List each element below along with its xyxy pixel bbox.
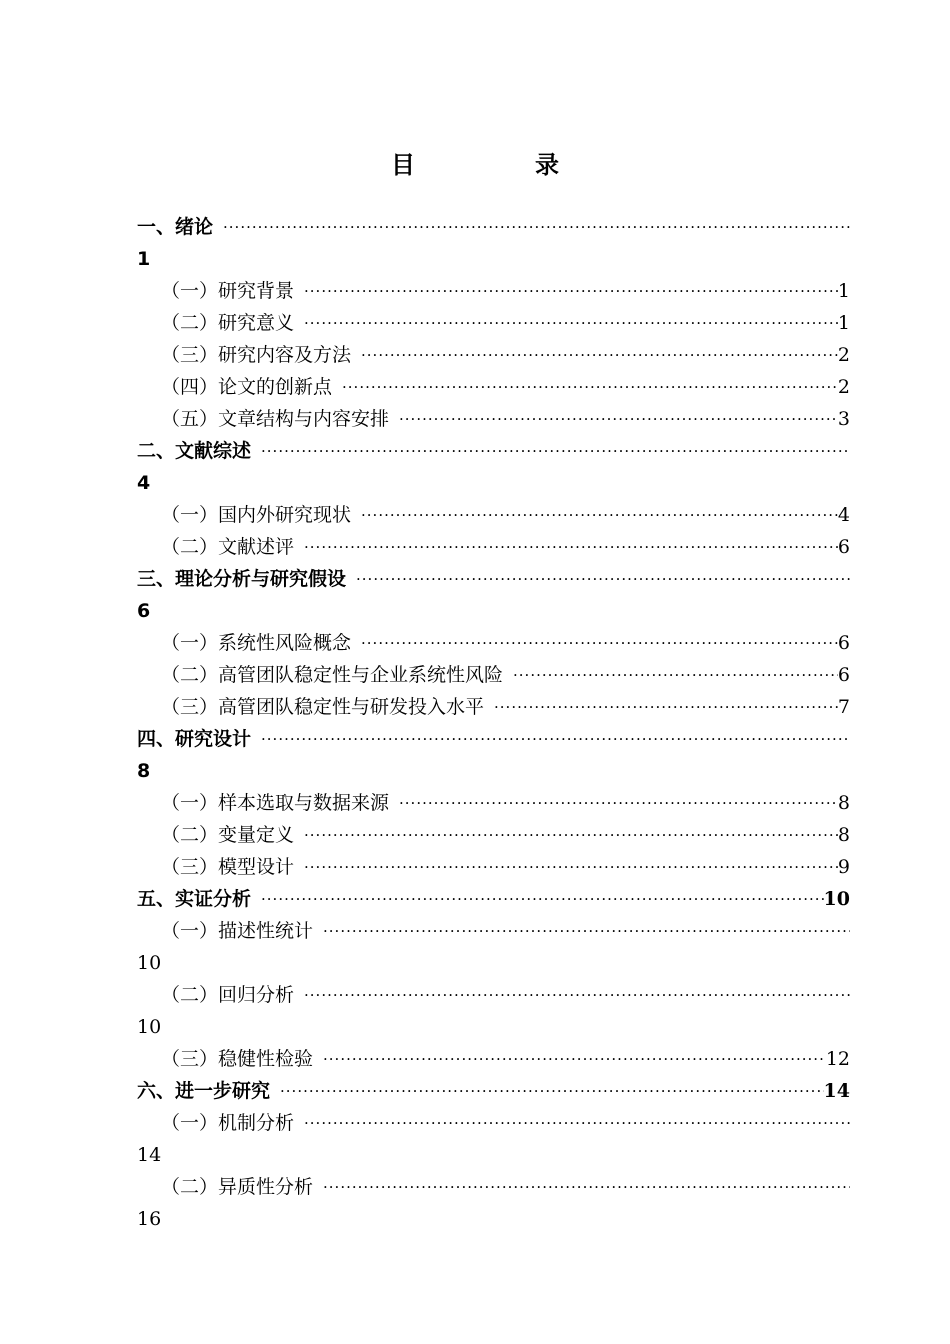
toc-leader-dots: [356, 563, 850, 595]
toc-subsection-entry[interactable]: [137, 499, 850, 531]
toc-entry-label: （三）模型设计: [161, 856, 295, 878]
toc-section-entry[interactable]: [137, 723, 850, 755]
toc-subsection-entry[interactable]: [137, 787, 850, 819]
toc-leader-dots: [323, 915, 850, 947]
toc-entry-label: （三）稳健性检验: [161, 1048, 314, 1070]
toc-entry-label: （二）研究意义: [161, 312, 295, 334]
toc-subsection-entry[interactable]: [137, 275, 850, 307]
toc-entry-label: （二）文献述评: [161, 536, 295, 558]
toc-section-entry[interactable]: [137, 563, 850, 595]
toc-page-number: 12: [825, 1048, 850, 1070]
toc-entry-label: （一）样本选取与数据来源: [161, 792, 390, 814]
toc-entry-label: 四、研究设计: [137, 728, 252, 750]
toc-entry-label: （五）文章结构与内容安排: [161, 408, 390, 430]
toc-subsection-entry[interactable]: [137, 979, 850, 1011]
toc-page-number: 7: [837, 696, 850, 718]
toc-leader-dots: [323, 1043, 826, 1075]
toc-entry-label: 二、文献综述: [137, 440, 252, 462]
toc-leader-dots: [223, 211, 850, 243]
toc-entry-label: 三、理论分析与研究假设: [137, 568, 347, 590]
toc-page-number-line: [137, 1011, 850, 1043]
toc-leader-dots: [361, 499, 838, 531]
page-title: 目 录: [391, 151, 607, 179]
toc-entry-label: 一、绪论: [137, 216, 214, 238]
toc-leader-dots: [304, 1107, 850, 1139]
toc-entry-label: （三）研究内容及方法: [161, 344, 352, 366]
toc-subsection-entry[interactable]: [137, 627, 850, 659]
toc-leader-dots: [304, 851, 838, 883]
toc-section-entry[interactable]: [137, 883, 850, 915]
toc-leader-dots: [304, 531, 838, 563]
toc-page-number: 1: [837, 312, 850, 334]
toc-entry-label: （二）高管团队稳定性与企业系统性风险: [161, 664, 504, 686]
toc-page-number-line: [137, 467, 850, 499]
toc-entry-label: （一）机制分析: [161, 1112, 295, 1134]
toc-leader-dots: [280, 1075, 824, 1107]
toc-leader-dots: [342, 371, 838, 403]
toc-subsection-entry[interactable]: [137, 339, 850, 371]
toc-page-number: 16: [137, 1208, 162, 1230]
toc-leader-dots: [261, 883, 824, 915]
toc-leader-dots: [323, 1171, 850, 1203]
toc-page-number-line: [137, 595, 850, 627]
toc-entry-label: （一）描述性统计: [161, 920, 314, 942]
toc-page-number: 14: [137, 1144, 162, 1166]
toc-leader-dots: [304, 819, 838, 851]
toc-subsection-entry[interactable]: [137, 659, 850, 691]
toc-page-number: 6: [837, 632, 850, 654]
toc-leader-dots: [304, 307, 838, 339]
toc-subsection-entry[interactable]: [137, 531, 850, 563]
toc-page-number: 1: [837, 280, 850, 302]
toc-section-entry[interactable]: [137, 1075, 850, 1107]
toc-page-number-line: [137, 1203, 850, 1235]
toc-subsection-entry[interactable]: [137, 819, 850, 851]
toc-subsection-entry[interactable]: [137, 851, 850, 883]
toc-page-number: 4: [837, 504, 850, 526]
toc-entry-label: 六、进一步研究: [137, 1080, 271, 1102]
toc-section-entry[interactable]: [137, 211, 850, 243]
toc-leader-dots: [513, 659, 838, 691]
toc-page-number: 4: [137, 472, 151, 494]
toc-leader-dots: [494, 691, 838, 723]
toc-leader-dots: [399, 403, 838, 435]
toc-subsection-entry[interactable]: [137, 403, 850, 435]
toc-page-number: 10: [137, 952, 162, 974]
toc-page-number: 6: [837, 664, 850, 686]
toc-page-number: 8: [837, 824, 850, 846]
toc-page-number: 6: [837, 536, 850, 558]
toc-page-number: 14: [823, 1080, 850, 1102]
toc-subsection-entry[interactable]: [137, 691, 850, 723]
toc-leader-dots: [399, 787, 838, 819]
toc-leader-dots: [304, 979, 850, 1011]
toc-subsection-entry[interactable]: [137, 1107, 850, 1139]
toc-page-number: 2: [837, 376, 850, 398]
toc-leader-dots: [304, 275, 838, 307]
toc-page-number: 8: [137, 760, 151, 782]
toc-page-number-line: [137, 243, 850, 275]
toc-page-number: 3: [837, 408, 850, 430]
toc-page-number: 8: [837, 792, 850, 814]
toc-entry-label: （一）系统性风险概念: [161, 632, 352, 654]
toc-page-number: 10: [137, 1016, 162, 1038]
toc-entry-label: （二）回归分析: [161, 984, 295, 1006]
toc-entry-label: （一）研究背景: [161, 280, 295, 302]
toc-page-number: 2: [837, 344, 850, 366]
toc-section-entry[interactable]: [137, 435, 850, 467]
toc-subsection-entry[interactable]: [137, 307, 850, 339]
toc-page-number: 10: [823, 888, 850, 910]
toc-entry-label: （四）论文的创新点: [161, 376, 333, 398]
toc-leader-dots: [261, 435, 850, 467]
toc-page-number-line: [137, 755, 850, 787]
toc-page-number-line: [137, 1139, 850, 1171]
toc-page-number: 1: [137, 248, 151, 270]
table-of-contents: [137, 211, 850, 1235]
toc-entry-label: （三）高管团队稳定性与研发投入水平: [161, 696, 485, 718]
toc-entry-label: （二）变量定义: [161, 824, 295, 846]
toc-leader-dots: [261, 723, 850, 755]
toc-page-number: 9: [837, 856, 850, 878]
toc-entry-label: 五、实证分析: [137, 888, 252, 910]
toc-subsection-entry[interactable]: [137, 371, 850, 403]
toc-subsection-entry[interactable]: [137, 1171, 850, 1203]
toc-entry-label: （一）国内外研究现状: [161, 504, 352, 526]
toc-leader-dots: [361, 339, 838, 371]
toc-page-number: 6: [137, 600, 151, 622]
toc-subsection-entry[interactable]: [137, 915, 850, 947]
toc-subsection-entry[interactable]: [137, 1043, 850, 1075]
toc-entry-label: （二）异质性分析: [161, 1176, 314, 1198]
toc-page-number-line: [137, 947, 850, 979]
toc-leader-dots: [361, 627, 838, 659]
